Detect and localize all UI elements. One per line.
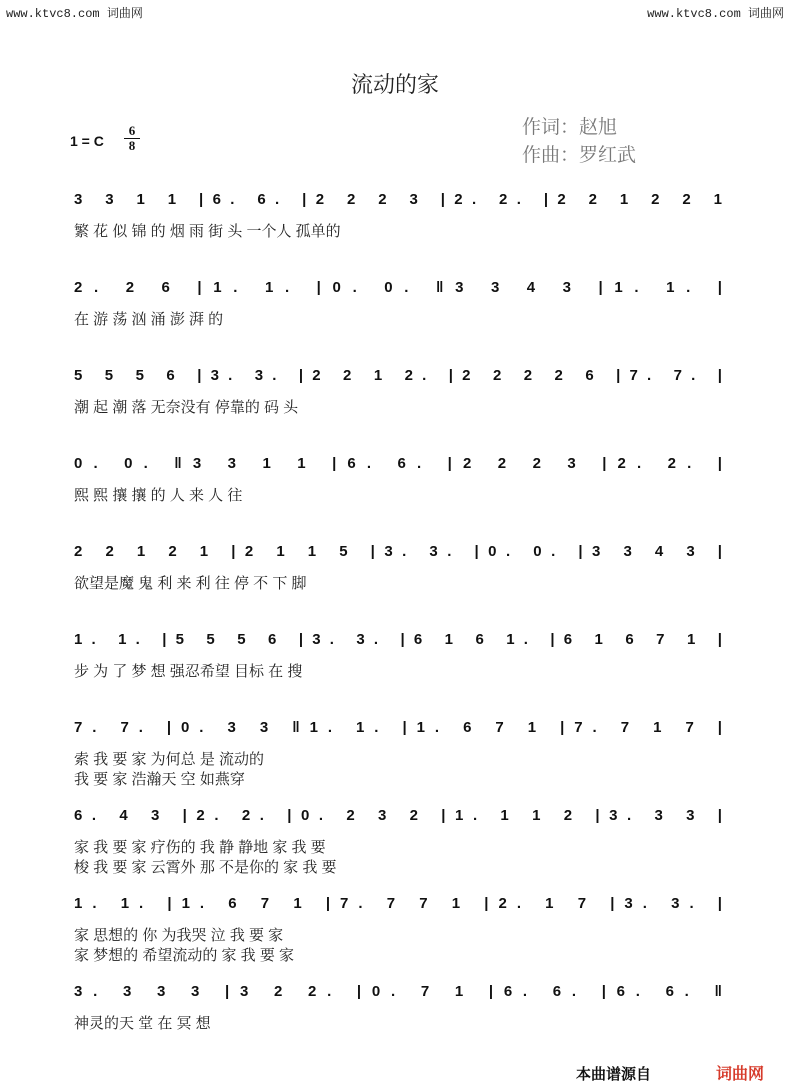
notation-line: 6. 4 3 |2. 2. |0. 2 3 2 |1. 1 1 2 |3. 3 3 | (74, 807, 722, 824)
score-row (74, 983, 722, 1032)
lyric-line: 在 游 荡 汹 涌 澎 湃 的 (74, 311, 224, 328)
notation-line: 3. 3 3 3 |3 2 2. |0. 7 1 |6. 6. |6. 6. ‖ (74, 983, 722, 1000)
lyric-line: 家 我 要 家 疗伤的 我 静 静地 家 我 要 (74, 839, 326, 856)
notation-line: 1. 1. |1. 6 7 1 |7. 7 7 1 |2. 1 7 |3. 3. | (74, 895, 722, 912)
score-row (74, 895, 722, 964)
lyric-line: 欲望是魔 鬼 利 来 利 往 停 不 下 脚 (74, 575, 307, 592)
score-row (74, 279, 722, 328)
composer-credit: 作曲：罗红武 (522, 144, 637, 166)
score-row (74, 719, 722, 788)
lyric-line: 神灵的天 堂 在 冥 想 (74, 1015, 211, 1032)
lyric-line-second: 家 梦想的 希望流动的 家 我 要 家 (74, 947, 295, 964)
notation-line: 5 5 5 6 |3. 3. |2 2 1 2. |2 2 2 2 6 |7. 7. | (74, 367, 722, 384)
lyric-line: 步 为 了 梦 想 强忍希望 目标 在 搜 (74, 663, 303, 680)
footer-source-text: 本曲谱源自 (576, 1065, 652, 1083)
notation-line: 2. 2 6 |1. 1. |0. 0. ‖3 3 4 3 |1. 1. | (74, 279, 722, 296)
song-title: 流动的家 (350, 73, 439, 98)
lyric-line: 潮 起 潮 落 无奈没有 停靠的 码 头 (74, 399, 299, 416)
lyric-line: 繁 花 似 锦 的 烟 雨 街 头 一个人 孤单的 (74, 223, 341, 240)
lyric-line-second: 梭 我 要 家 云霄外 那 不是你的 家 我 要 (74, 859, 337, 876)
lyric-line: 索 我 要 家 为何总 是 流动的 (74, 751, 265, 768)
score-row (74, 455, 722, 504)
score-row (74, 807, 722, 876)
notation-line: 3 3 1 1 |6. 6. |2 2 2 3 |2. 2. |2 2 1 2 2 1 (74, 191, 723, 208)
lyricist-credit: 作词：赵旭 (522, 116, 618, 138)
watermark-left: www.ktvc8.com 词曲网 (6, 7, 143, 21)
notation-line: 0. 0. ‖3 3 1 1 |6. 6. |2 2 2 3 |2. 2. | (74, 455, 723, 472)
notation-line: 2 2 1 2 1 |2 1 1 5 |3. 3. |0. 0. |3 3 4 3 | (74, 543, 722, 560)
notation-line: 1. 1. |5 5 5 6 |3. 3. |6 1 6 1. |6 1 6 7 1 | (74, 631, 722, 648)
watermark-right: www.ktvc8.com 词曲网 (647, 7, 784, 21)
time-signature-bottom: 8 (124, 138, 140, 153)
lyric-line-second: 我 要 家 浩瀚天 空 如燕穿 (74, 771, 245, 788)
score-row (74, 191, 722, 240)
time-signature-top: 6 (128, 123, 136, 138)
score-row (74, 543, 722, 592)
key-signature: 1 = C (70, 133, 104, 149)
score-row (74, 367, 722, 416)
notation-line: 7. 7. |0. 3 3 ‖1. 1. |1. 6 7 1 |7. 7 1 7 | (74, 719, 723, 736)
footer-logo: 词曲网 (716, 1064, 765, 1083)
score-row (74, 631, 722, 680)
lyric-line: 熙 熙 攘 攘 的 人 来 人 往 (74, 487, 243, 504)
lyric-line: 家 思想的 你 为我哭 泣 我 要 家 (74, 927, 284, 944)
